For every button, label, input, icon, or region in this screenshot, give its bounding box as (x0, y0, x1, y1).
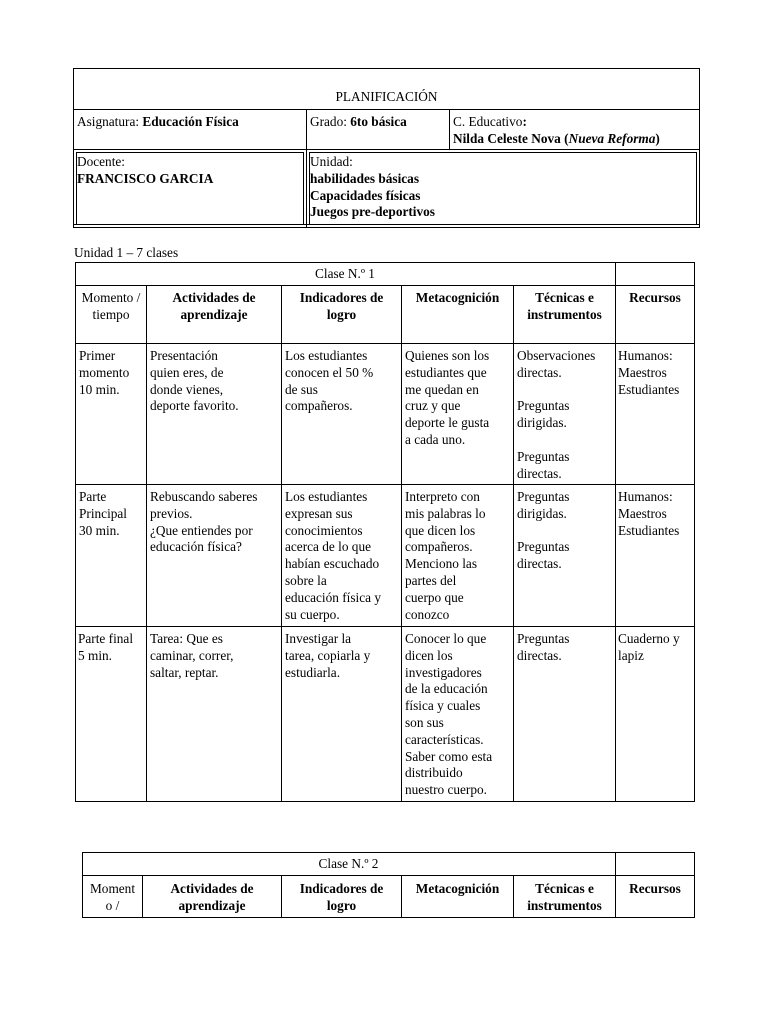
col-header-metacognicion: Metacognición (415, 290, 500, 305)
row1-actividades: Presentación quien eres, de donde vienes, deporte favorito. (150, 348, 239, 414)
grado-value: 6to básica (350, 114, 407, 129)
grado-label: Grado: (310, 114, 351, 129)
row2-metacognicion: Interpreto con mis palabras lo que dicen los compañeros. Menciono las partes del cuerpo que conozco (405, 489, 486, 622)
row3-momento: Parte final 5 min. (78, 631, 134, 663)
asignatura-label: Asignatura: (77, 114, 143, 129)
col-header-recursos: Recursos (629, 290, 681, 305)
clase2-col-header-tecnicas: Técnicas e instrumentos (527, 881, 602, 913)
educativo-name: Nilda Celeste Nova ( (453, 130, 569, 146)
asignatura-field (74, 114, 306, 131)
row2-momento: Parte Principal 30 min. (79, 489, 128, 538)
clase2-col-header-metacognicion: Metacognición (415, 881, 500, 896)
unit-caption: Unidad 1 – 7 clases (74, 245, 179, 260)
clase2-col-header-recursos: Recursos (629, 881, 681, 896)
page-title: PLANIFICACIÓN (335, 89, 438, 104)
col-header-indicadores: Indicadores de logro (299, 290, 384, 322)
docente-label: Docente: (77, 154, 125, 169)
clase2-col-header-indicadores: Indicadores de logro (299, 881, 384, 913)
grado-field (307, 114, 449, 131)
row2-indicadores: Los estudiantes expresan sus conocimientos acerca de lo que habían escuchado sobre la educación física y su cuerpo. (285, 489, 381, 622)
row3-recursos: Cuaderno y lapiz (618, 631, 680, 663)
row1-indicadores: Los estudiantes conocen el 50 % de sus compañeros. (285, 348, 374, 414)
col-header-momento: Momento / tiempo (81, 290, 141, 322)
educativo-colon: : (522, 114, 527, 129)
unidad-item: Juegos pre-deportivos (310, 204, 435, 220)
row1-tecnicas: Observaciones directas. Preguntas dirigidas. Preguntas directas. (517, 348, 596, 481)
clase1-title: Clase N.º 1 (315, 266, 375, 281)
educativo-reform: Nueva Reforma (568, 130, 656, 146)
docente-field (74, 154, 302, 188)
clase2-col-header-momento: Moment o / (89, 881, 136, 913)
row3-metacognicion: Conocer lo que dicen los investigadores de la educación física y cuales son sus características. Saber como esta distribuido nuestro cuerpo. (405, 631, 493, 798)
row2-tecnicas: Preguntas dirigidas. Preguntas directas. (517, 489, 570, 572)
unidad-item: habilidades básicas (310, 170, 419, 186)
row3-actividades: Tarea: Que es caminar, correr, saltar, reptar. (150, 631, 234, 680)
col-header-tecnicas: Técnicas e instrumentos (527, 290, 602, 322)
row1-recursos: Humanos: Maestros Estudiantes (618, 348, 680, 397)
row3-tecnicas: Preguntas directas. (517, 631, 570, 663)
unidad-item: Capacidades físicas (310, 187, 421, 203)
unidad-label: Unidad: (310, 154, 353, 169)
row2-actividades: Rebuscando saberes previos. ¿Que entiendes por educación física? (150, 489, 258, 555)
educativo-field (450, 114, 700, 148)
col-header-actividades: Actividades de aprendizaje (172, 290, 256, 322)
row2-recursos: Humanos: Maestros Estudiantes (618, 489, 680, 538)
row1-metacognicion: Quienes son los estudiantes que me quedan en cruz y que deporte le gusta a cada uno. (405, 348, 490, 447)
clase2-title: Clase N.º 2 (318, 856, 379, 871)
unidad-field (307, 154, 695, 221)
docente-value: FRANCISCO GARCIA (77, 170, 214, 186)
educativo-label: C. Educativo (453, 114, 523, 129)
educativo-close: ) (655, 130, 660, 146)
clase2-col-header-actividades: Actividades de aprendizaje (170, 881, 254, 913)
row3-indicadores: Investigar la tarea, copiarla y estudiarla. (285, 631, 371, 680)
row1-momento: Primer momento 10 min. (79, 348, 130, 397)
asignatura-value: Educación Física (142, 114, 239, 129)
